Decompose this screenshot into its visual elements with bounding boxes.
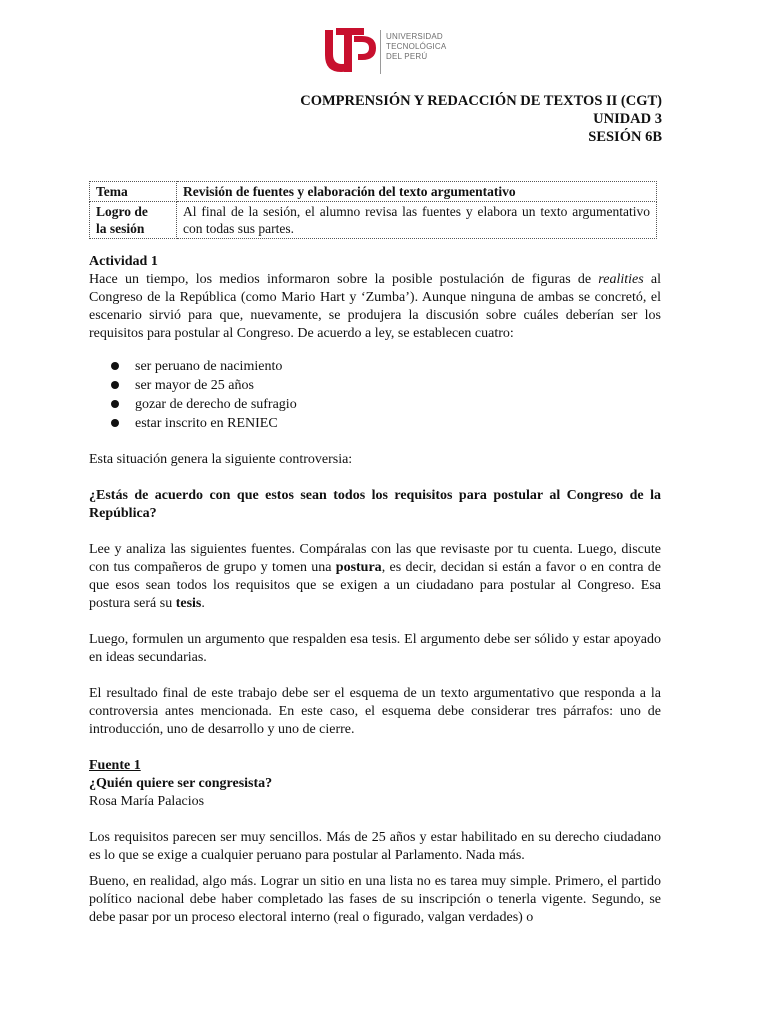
logo-divider <box>380 30 381 74</box>
requirements-list <box>89 357 661 433</box>
utp-logo-icon <box>322 24 378 78</box>
session-info-table <box>89 181 657 239</box>
instructions-bold-tesis: tesis <box>175 596 202 611</box>
activity-p1-text-b: al Congreso de la República (como Mario Hart y ‘Zumba’). Aunque ninguna de ambas se concretó, el escenario sirvió para que, nuevamente, se produjera la discusión sobre cuáles deberían ser los requisitos para postular al Congreso. De acuerdo a ley, se establecen cuatro: <box>89 272 661 341</box>
instructions-text-a: Lee y analiza las siguientes fuentes. Compáralas con las que revisaste por tu cuenta. Luego, discute con tus compañeros de grupo y tomen una <box>89 542 661 575</box>
table-row-topic <box>90 182 657 202</box>
session-title: SESIÓN 6B <box>588 129 662 145</box>
source-paragraph-1: Los requisitos parecen ser muy sencillos. Más de 25 años y estar habilitado en su derecho ciudadano es lo que se exige a cualquier peruano para postular al Parlamento. Nada más. <box>89 830 661 863</box>
main-content <box>89 253 661 927</box>
controversy-intro: Esta situación genera la siguiente controversia: <box>89 452 353 467</box>
list-item-text: gozar de derecho de sufragio <box>135 397 297 412</box>
goal-key-line-2: la sesión <box>96 221 145 236</box>
logo-line-2: TECNOLÓGICA <box>386 42 447 51</box>
topic-value: Revisión de fuentes y elaboración del texto argumentativo <box>177 182 657 202</box>
instructions-text-b: , es decir, decidan si están a favor o en contra de que esos sean todos los requisitos que se exigen a un ciudadano para postular al Congreso. Esa postura será su <box>89 560 661 611</box>
list-item-text: ser peruano de nacimiento <box>135 359 283 374</box>
controversy-question: ¿Estás de acuerdo con que estos sean todos los requisitos para postular al Congreso de la República? <box>89 488 661 521</box>
instructions-paragraph <box>89 541 661 613</box>
goal-value: Al final de la sesión, el alumno revisa las fuentes y elabora un texto argumentativo con todas sus partes. <box>177 202 657 239</box>
list-item <box>111 395 661 414</box>
list-item-text: estar inscrito en RENIEC <box>135 416 278 431</box>
logo-line-1: UNIVERSIDAD <box>386 32 443 41</box>
bullet-icon <box>111 419 119 427</box>
activity-p1-text-a: Hace un tiempo, los medios informaron sobre la posible postulación de figuras de <box>89 272 599 287</box>
topic-key: Tema <box>90 182 177 202</box>
source-author: Rosa María Palacios <box>89 794 205 809</box>
goal-key <box>90 202 177 239</box>
source-label: Fuente 1 <box>89 758 141 773</box>
document-heading <box>300 92 662 146</box>
goal-key-line-1: Logro de <box>96 204 148 219</box>
instructions-bold-postura: postura <box>335 560 382 575</box>
unit-title: UNIDAD 3 <box>593 111 662 127</box>
logo-wordmark <box>386 32 446 62</box>
argument-paragraph: Luego, formulen un argumento que respalden esa tesis. El argumento debe ser sólido y estar apoyado en ideas secundarias. <box>89 632 661 665</box>
table-row-goal <box>90 202 657 239</box>
list-item <box>111 376 661 395</box>
logo-line-3: DEL PERÚ <box>386 52 428 61</box>
university-logo <box>322 24 472 78</box>
list-item <box>111 357 661 376</box>
bullet-icon <box>111 381 119 389</box>
instructions-text-c: . <box>201 596 205 611</box>
activity-p1-italic: realities <box>598 272 644 287</box>
course-title: COMPRENSIÓN Y REDACCIÓN DE TEXTOS II (CGT) <box>300 93 662 109</box>
source-title: ¿Quién quiere ser congresista? <box>89 776 273 791</box>
list-item-text: ser mayor de 25 años <box>135 378 254 393</box>
source-paragraph-2: Bueno, en realidad, algo más. Lograr un sitio en una lista no es tarea muy simple. Primero, el partido político nacional debe haber completado las fases de su inscripción o tenerla vigente. Segundo, se debe pasar por un proceso electoral interno (real o figurado, valgan verdades) o <box>89 874 661 925</box>
list-item <box>111 414 661 433</box>
bullet-icon <box>111 362 119 370</box>
bullet-icon <box>111 400 119 408</box>
activity-paragraph-1 <box>89 271 661 343</box>
result-paragraph: El resultado final de este trabajo debe ser el esquema de un texto argumentativo que responda a la controversia antes mencionada. En este caso, el esquema debe considerar tres párrafos: uno de introducción, uno de desarrollo y uno de cierre. <box>89 686 661 737</box>
activity-title: Actividad 1 <box>89 254 158 269</box>
